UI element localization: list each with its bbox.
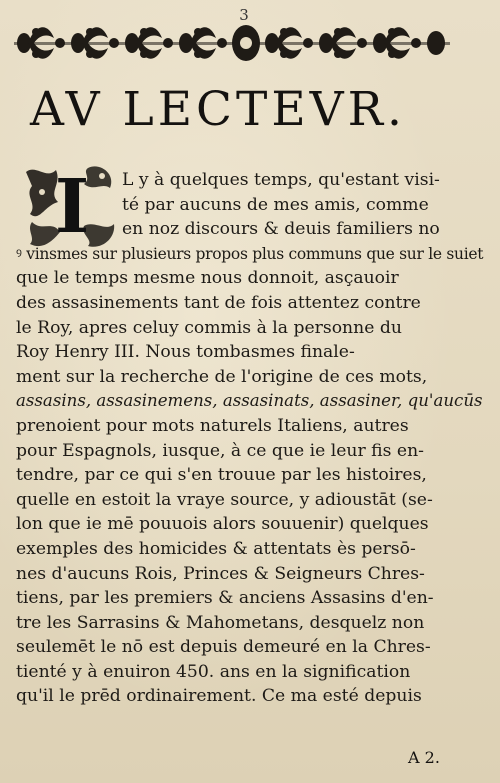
text-line: nes d'aucuns Rois, Princes & Seigneurs Chres-	[16, 563, 425, 584]
text-line: ꝰ vinsmes sur plusieurs propos plus communs que sur le suiet	[16, 244, 484, 263]
text-line: tiens, par les premiers & anciens Assasins d'en-	[16, 588, 434, 609]
page-number: 3	[239, 6, 249, 24]
text-line: quelle en estoit la vraye source, y adioustāt (se-	[16, 489, 433, 510]
catchword-signature: A 2.	[408, 748, 440, 767]
ornamental-headpiece	[14, 18, 450, 72]
text-line: qu'il le prēd ordinairement. Ce ma esté depuis	[16, 686, 422, 707]
text-line: assasins, assasinemens, assasinats, assasiner, qu'aucūs	[16, 391, 483, 411]
text-line: té par aucuns de mes amis, comme	[122, 194, 429, 215]
text-line: tendre, par ce qui s'en trouue par les histoires,	[16, 465, 427, 486]
text-line: que le temps mesme nous donnoit, asçauoir	[16, 268, 399, 289]
text-line: lon que ie mē pouuois alors souuenir) quelques	[16, 514, 429, 535]
text-line: pour Espagnols, iusque, à ce que ie leur fis en-	[16, 440, 424, 461]
text-line: L y à quelques temps, qu'estant visi-	[122, 170, 440, 190]
text-line: prenoient pour mots naturels Italiens, autres	[16, 415, 409, 436]
text-line: seulemēt le nō est depuis demeuré en la Chres-	[16, 637, 431, 658]
page-heading: AV LECTEVR.	[30, 82, 406, 137]
drop-cap-letter: I	[54, 164, 90, 250]
text-line: Roy Henry III. Nous tombasmes finale-	[16, 342, 355, 363]
text-line: tre les Sarrasins & Mahometans, desquelz non	[16, 612, 425, 633]
text-line: tienté y à enuiron 450. ans en la signification	[16, 661, 411, 682]
text-line: ment sur la recherche de l'origine de ces mots,	[16, 366, 428, 387]
text-line: exemples des homicides & attentats ès persō-	[16, 538, 416, 559]
body-text	[16, 168, 488, 709]
text-line: des assasinements tant de fois attentez contre	[16, 292, 421, 313]
text-line: le Roy, apres celuy commis à la personne du	[16, 317, 402, 338]
text-line: en noz discours & deuis familiers no	[122, 219, 440, 240]
